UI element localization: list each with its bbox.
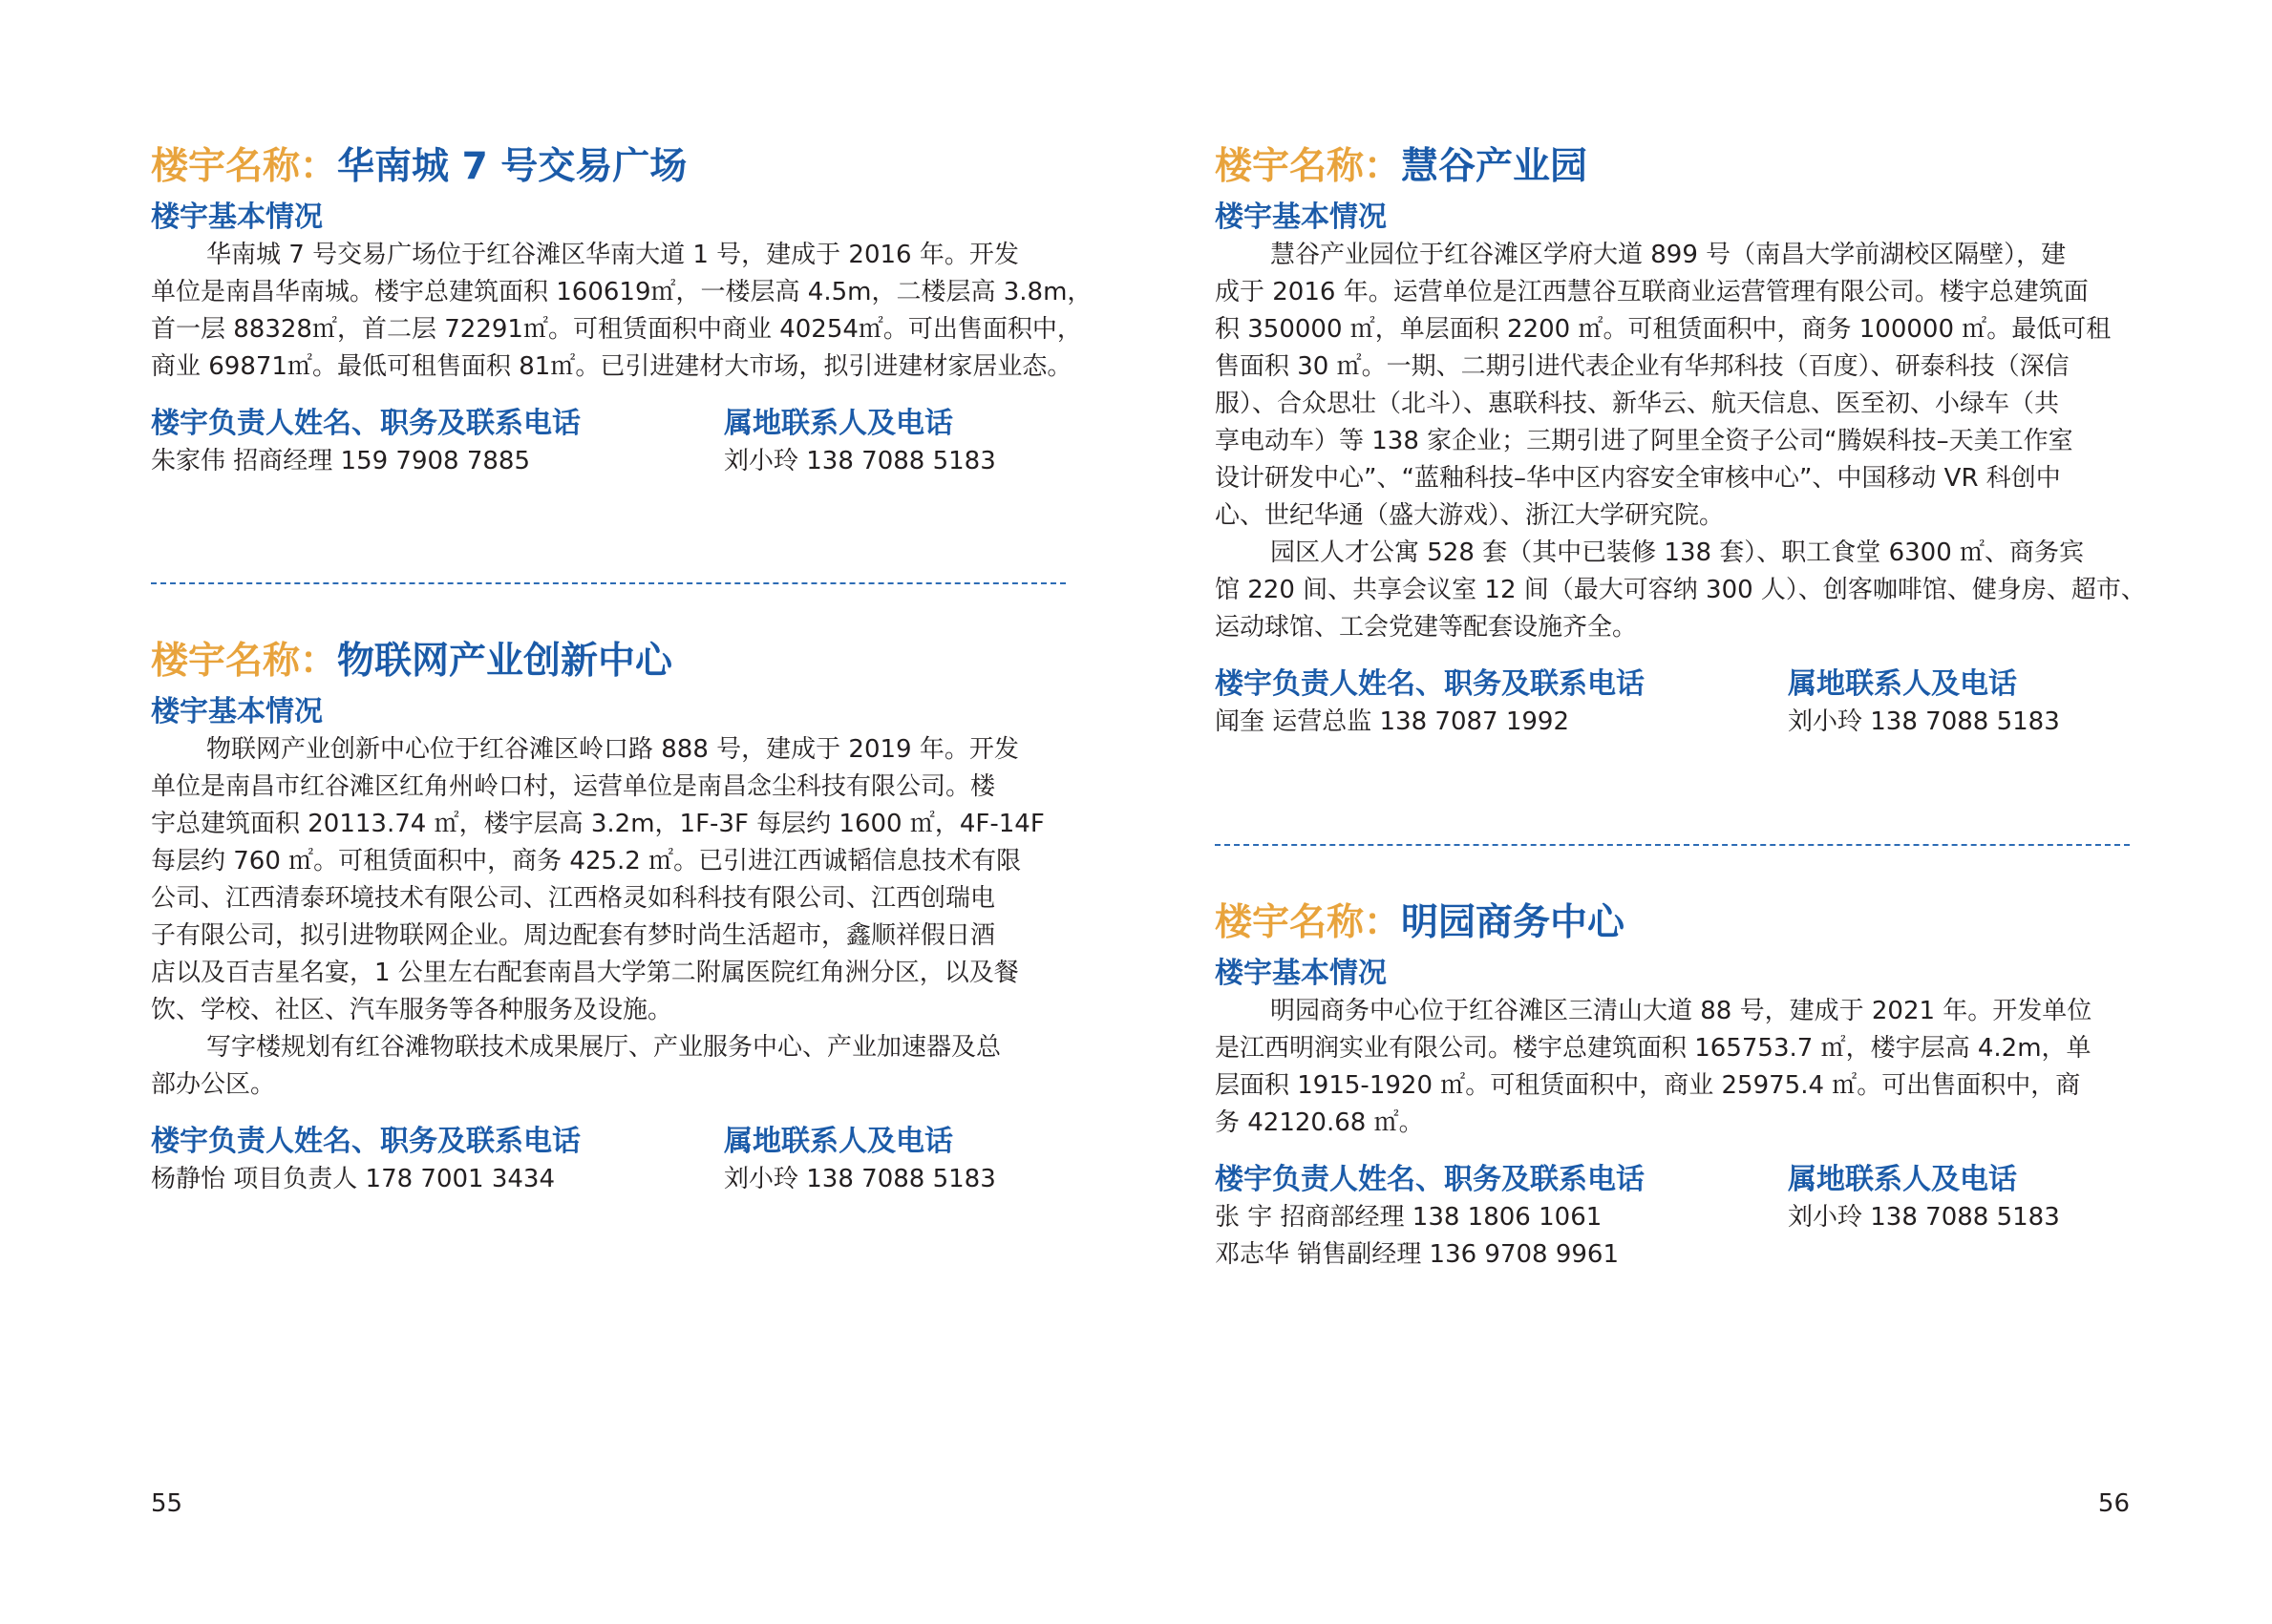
basic-info-heading: 楼宇基本情况 (151, 695, 323, 728)
owner-contact-column (151, 405, 581, 480)
local-contact-column (724, 1123, 996, 1198)
building-name: 慧谷产业园 (1401, 145, 1588, 188)
description-line: 首一层 88328㎡，首二层 72291㎡。可租赁面积中商业 40254㎡。可出售面积中， (151, 315, 1082, 344)
description-line: 设计研发中心”、“蓝釉科技–华中区内容安全审核中心”、中国移动 VR 科创中 (1215, 464, 2061, 493)
description-line: 宇总建筑面积 20113.74 ㎡，楼宇层高 3.2m，1F-3F 每层约 1600 ㎡，4F-14F (151, 810, 1045, 838)
contacts-section (1215, 1161, 2130, 1285)
description-line: 慧谷产业园位于红谷滩区学府大道 899 号（南昌大学前湖校区隔壁），建 (1270, 241, 2067, 269)
description-line: 每层约 760 ㎡。可租赁面积中，商务 425.2 ㎡。已引进江西诚韬信息技术有限 (151, 847, 1022, 875)
page-number: 55 (151, 1489, 183, 1518)
description-line: 华南城 7 号交易广场位于红谷滩区华南大道 1 号，建成于 2016 年。开发 (206, 241, 1019, 269)
building-name-label: 楼宇名称： (1215, 145, 1402, 188)
section-divider (1215, 844, 2130, 846)
local-contact-heading: 属地联系人及电话 (1788, 1163, 2017, 1196)
right-page (1215, 0, 2146, 1624)
description-line: 园区人才公寓 528 套（其中已装修 138 套）、职工食堂 6300 ㎡、商务宾 (1270, 538, 2085, 567)
description-line: 成于 2016 年。运营单位是江西慧谷互联商业运营管理有限公司。楼宇总建筑面 (1215, 278, 2089, 306)
description-line: 运动球馆、工会党建等配套设施齐全。 (1215, 613, 1638, 642)
owner-contact: 邓志华 销售副经理 136 9708 9961 (1215, 1240, 1620, 1269)
basic-info-heading: 楼宇基本情况 (151, 200, 323, 234)
building-description (1215, 993, 2130, 1142)
building-name-label: 楼宇名称： (151, 145, 338, 188)
description-line: 明园商务中心位于红谷滩区三清山大道 88 号，建成于 2021 年。开发单位 (1270, 997, 2092, 1025)
page-number: 56 (2097, 1489, 2130, 1518)
local-contact-heading: 属地联系人及电话 (1788, 667, 2017, 701)
description-line: 心、世纪华通（盛大游戏）、浙江大学研究院。 (1215, 501, 1725, 530)
owner-contact: 闻奎 运营总监 138 7087 1992 (1215, 707, 1570, 736)
section-divider (151, 582, 1066, 584)
description-line: 是江西明润实业有限公司。楼宇总建筑面积 165753.7 ㎡，楼宇层高 4.2m，单 (1215, 1034, 2092, 1063)
building-name: 物联网产业创新中心 (337, 640, 673, 683)
description-line: 层面积 1915-1920 ㎡。可租赁面积中，商业 25975.4 ㎡。可出售面积中，商 (1215, 1071, 2081, 1100)
building-description (1215, 237, 2146, 646)
description-line: 馆 220 间、共享会议室 12 间（最大可容纳 300 人）、创客咖啡馆、健身房、超市、 (1215, 576, 2146, 604)
description-line: 单位是南昌华南城。楼宇总建筑面积 160619㎡，一楼层高 4.5m，二楼层高 3.8m， (151, 278, 1093, 306)
basic-info-heading: 楼宇基本情况 (1215, 200, 1387, 234)
description-line: 单位是南昌市红谷滩区红角州岭口村，运营单位是南昌念尘科技有限公司。楼 (151, 772, 996, 801)
description-line: 积 350000 ㎡，单层面积 2200 ㎡。可租赁面积中，商务 100000 ㎡。最低可租 (1215, 315, 2112, 344)
owner-contact-column (151, 1123, 581, 1198)
local-contact-heading: 属地联系人及电话 (724, 407, 953, 440)
building-description (151, 731, 1066, 1104)
description-line: 物联网产业创新中心位于红谷滩区岭口路 888 号，建成于 2019 年。开发 (206, 735, 1019, 764)
owner-contact-column (1215, 665, 1645, 741)
description-line: 服）、合众思壮（北斗）、惠联科技、新华云、航天信息、医至初、小绿车（共 (1215, 390, 2060, 418)
description-line: 饮、学校、社区、汽车服务等各种服务及设施。 (151, 996, 673, 1024)
local-contact: 刘小玲 138 7088 5183 (1788, 1203, 2060, 1232)
building-name-label: 楼宇名称： (151, 640, 338, 683)
description-line: 写字楼规划有红谷滩物联技术成果展厅、产业服务中心、产业加速器及总 (206, 1033, 1002, 1062)
description-line: 售面积 30 ㎡。一期、二期引进代表企业有华邦科技（百度）、研泰科技（深信 (1215, 352, 2070, 381)
building-name: 华南城 7 号交易广场 (337, 145, 688, 188)
owner-contact-heading: 楼宇负责人姓名、职务及联系电话 (1215, 667, 1645, 701)
owner-contact-heading: 楼宇负责人姓名、职务及联系电话 (151, 1125, 581, 1158)
description-line: 务 42120.68 ㎡。 (1215, 1108, 1424, 1137)
contacts-section (151, 405, 1066, 529)
local-contact: 刘小玲 138 7088 5183 (724, 447, 996, 475)
contacts-section (1215, 665, 2130, 790)
description-line: 公司、江西清泰环境技术有限公司、江西格灵如科科技有限公司、江西创瑞电 (151, 884, 996, 913)
building-name: 明园商务中心 (1401, 901, 1625, 944)
description-line: 部办公区。 (151, 1070, 276, 1099)
local-contact: 刘小玲 138 7088 5183 (1788, 707, 2060, 736)
local-contact-column (1788, 1161, 2060, 1236)
description-line: 商业 69871㎡。最低可租售面积 81㎡。已引进建材大市场，拟引进建材家居业态。 (151, 352, 1072, 381)
owner-contact: 杨静怡 项目负责人 178 7001 3434 (151, 1165, 556, 1193)
owner-contact-column (1215, 1161, 1645, 1274)
owner-contact: 朱家伟 招商经理 159 7908 7885 (151, 447, 531, 475)
building-title (151, 638, 1066, 685)
building-entry (1215, 899, 2130, 1285)
owner-contact-heading: 楼宇负责人姓名、职务及联系电话 (1215, 1163, 1645, 1196)
building-entry (1215, 143, 2146, 790)
building-description (151, 237, 1093, 386)
local-contact-heading: 属地联系人及电话 (724, 1125, 953, 1158)
contacts-section (151, 1123, 1066, 1247)
building-title (1215, 143, 2130, 191)
local-contact: 刘小玲 138 7088 5183 (724, 1165, 996, 1193)
local-contact-column (724, 405, 996, 480)
building-entry (151, 638, 1066, 1247)
building-name-label: 楼宇名称： (1215, 901, 1402, 944)
basic-info-heading: 楼宇基本情况 (1215, 957, 1387, 990)
owner-contact: 张 宇 招商部经理 138 1806 1061 (1215, 1203, 1603, 1232)
local-contact-column (1788, 665, 2060, 741)
description-line: 享电动车）等 138 家企业；三期引进了阿里全资子公司“腾娱科技–天美工作室 (1215, 427, 2073, 455)
description-line: 店以及百吉星名宴，1 公里左右配套南昌大学第二附属医院红角洲分区，以及餐 (151, 959, 1019, 987)
description-line: 子有限公司，拟引进物联网企业。周边配套有梦时尚生活超市，鑫顺祥假日酒 (151, 921, 996, 950)
building-title (151, 143, 1066, 191)
building-entry (151, 143, 1093, 529)
owner-contact-heading: 楼宇负责人姓名、职务及联系电话 (151, 407, 581, 440)
building-title (1215, 899, 2130, 947)
left-page (151, 0, 1093, 1624)
